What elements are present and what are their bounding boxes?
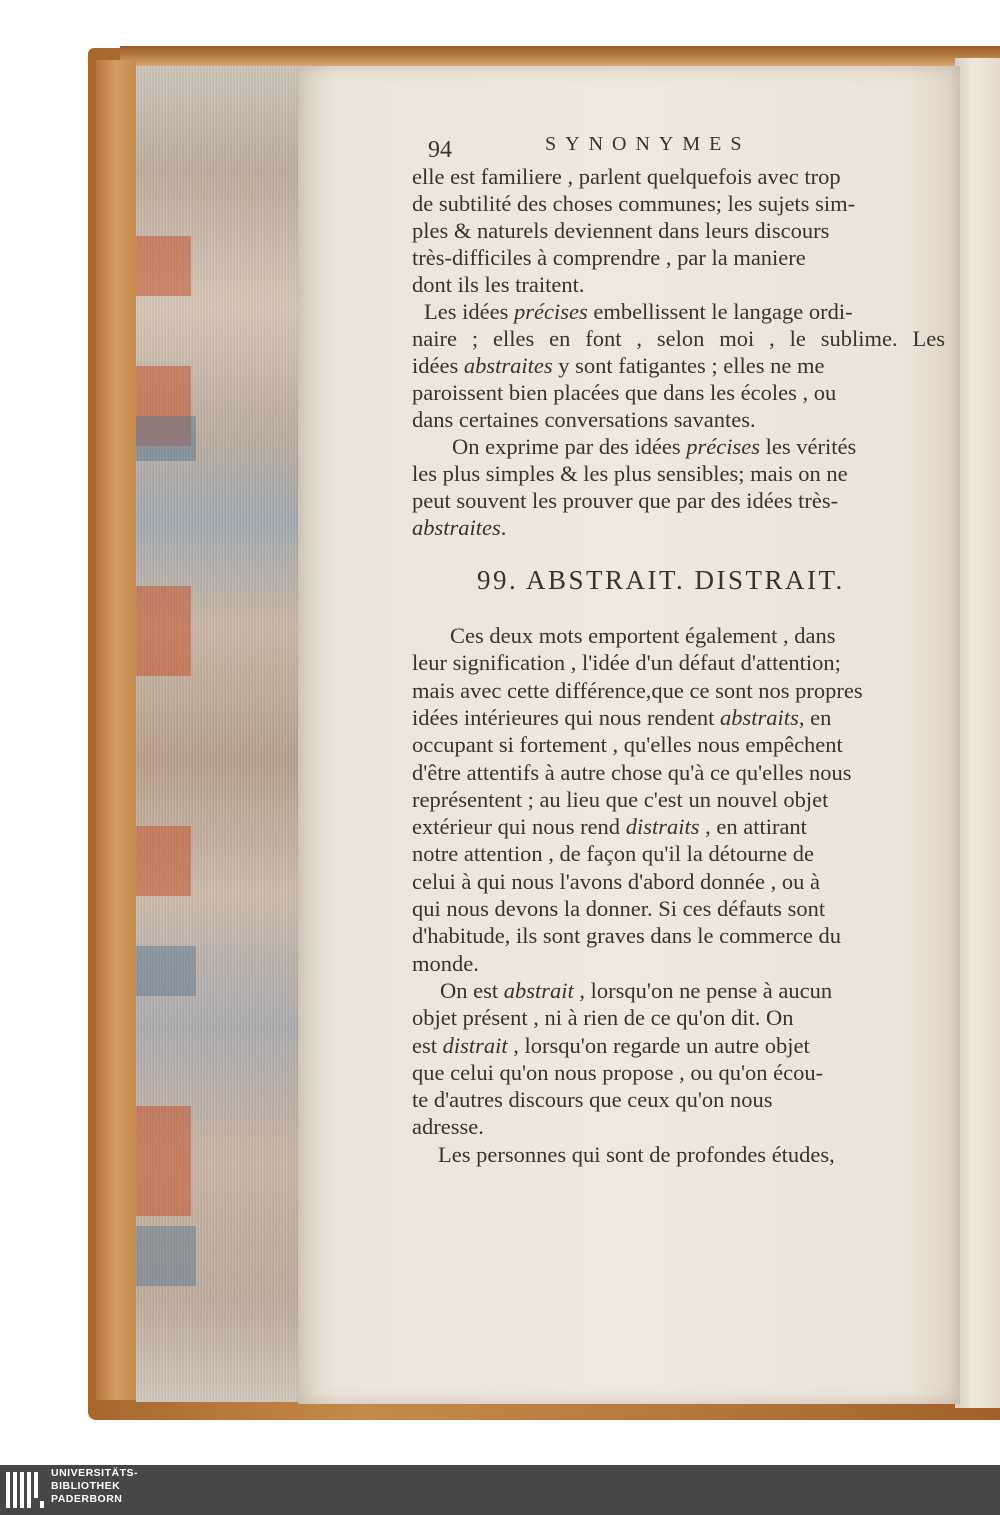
text-line <box>412 1116 484 1139</box>
text-line <box>412 898 825 921</box>
text-run: mais avec cette différence,que ce sont nos propres <box>412 677 863 703</box>
text-run: Ces deux mots emportent également , dans <box>450 623 836 648</box>
text-run: les vérités <box>760 434 857 459</box>
text-line <box>412 652 841 675</box>
text-run: idées intérieures qui nous rendent <box>412 704 721 730</box>
text-line <box>412 463 848 486</box>
text-line <box>412 1059 824 1085</box>
text-line <box>412 704 832 730</box>
text-run: peut souvent les prouver que par des idées très- <box>412 488 839 513</box>
text-line <box>412 220 829 243</box>
page-number: 94 <box>428 137 452 163</box>
italic-term: distraits <box>625 814 700 840</box>
cover-top-edge <box>120 46 1000 68</box>
text-run: , lorsqu'on ne pense à aucun <box>573 977 833 1003</box>
text-line <box>412 517 506 540</box>
text-line <box>412 355 824 378</box>
text-line <box>452 436 856 459</box>
text-run: elle est familiere , parlent quelquefois avec trop <box>412 164 841 189</box>
text-run: les plus simples & les plus sensibles; mais on ne <box>412 461 848 486</box>
italic-term: abstraits <box>720 704 799 730</box>
text-run: Les personnes qui sont de profondes études, <box>438 1141 835 1167</box>
text-run: , en attirant <box>699 814 807 840</box>
text-run: dans certaines conversations savantes. <box>412 407 756 432</box>
page-block-edge <box>136 66 300 1402</box>
text-run: celui à qui nous l'avons d'abord donnée , ou à <box>412 868 821 894</box>
text-run: idées <box>412 353 464 378</box>
text-run: On exprime par des idées <box>452 434 687 459</box>
text-run: y sont fatigantes ; elles ne me <box>552 353 825 378</box>
text-run: représentent ; au lieu que c'est un nouvel objet <box>412 786 829 812</box>
text-run: paroissent bien placées que dans les écoles , ou <box>412 380 837 405</box>
text-run: , en <box>798 704 832 730</box>
text-line <box>412 382 836 405</box>
text-run: , lorsqu'on regarde un autre objet <box>507 1032 810 1058</box>
text-line <box>424 301 853 324</box>
text-run: ples & naturels deviennent dans leurs discours <box>412 218 830 243</box>
text-line <box>440 977 833 1003</box>
text-line <box>450 625 836 648</box>
text-run: dont ils les traitent. <box>412 272 585 297</box>
text-run: est <box>412 1032 443 1058</box>
text-line <box>412 759 852 785</box>
text-line <box>412 1089 773 1112</box>
text-line <box>412 247 806 270</box>
italic-term: précises <box>513 299 588 324</box>
text-run: leur signification , l'idée d'un défaut d'attention; <box>412 650 841 676</box>
text-run: On est <box>440 977 504 1003</box>
text-run: très-difficiles à comprendre , par la maniere <box>412 245 806 270</box>
text-run: te d'autres discours que ceux qu'on nous <box>412 1087 773 1113</box>
text-run: occupant si fortement , qu'elles nous empêchent <box>412 732 843 758</box>
text-run: d'être attentifs à autre chose qu'à ce qu'elles nous <box>412 759 852 785</box>
text-run: notre attention , de façon qu'il la détourne de <box>412 841 815 867</box>
text-run: qui nous devons la donner. Si ces défauts sont <box>412 896 826 921</box>
text-line <box>412 950 479 976</box>
text-run: objet présent , ni à rien de ce qu'on dit. On <box>412 1005 794 1031</box>
text-line <box>412 409 756 432</box>
italic-term: abstraites <box>463 353 553 378</box>
text-run: adresse. <box>412 1114 484 1140</box>
text-run: naire ; elles en font , selon moi , le sublime. Les <box>412 326 945 351</box>
text-run: monde. <box>412 950 479 976</box>
text-line <box>412 816 807 839</box>
library-logo-icon <box>6 1472 46 1508</box>
text-run: embellissent le langage ordi- <box>587 299 853 324</box>
text-line <box>412 868 821 894</box>
text-line <box>412 843 814 866</box>
text-line <box>412 677 863 703</box>
library-name-line3: PADERBORN <box>51 1493 123 1505</box>
text-run: . <box>500 515 507 540</box>
italic-term: abstrait <box>503 977 574 1003</box>
section-heading: 99. ABSTRAIT. DISTRAIT. <box>477 565 845 595</box>
italic-term: distrait <box>442 1032 508 1058</box>
text-line <box>412 193 855 216</box>
text-run: extérieur qui nous rend <box>412 814 626 840</box>
cover-spine-edge <box>96 60 136 1400</box>
text-line <box>412 1032 810 1058</box>
text-line <box>412 925 841 948</box>
italic-term: abstraites <box>412 515 501 540</box>
text-line <box>412 274 584 297</box>
library-name-line2: BIBLIOTHEK <box>51 1480 121 1492</box>
text-line <box>412 734 843 757</box>
text-run: Les idées <box>424 299 514 324</box>
text-run: de subtilité des choses communes; les sujets sim- <box>412 191 856 216</box>
text-line <box>412 328 945 351</box>
footer-bar <box>0 1465 1000 1515</box>
text-run: d'habitude, ils sont graves dans le commerce du <box>412 923 841 949</box>
text-run: que celui qu'on nous propose , ou qu'on écou- <box>412 1059 824 1085</box>
text-line <box>412 166 841 189</box>
text-line <box>412 786 829 812</box>
running-title: SYNONYMES <box>545 133 751 155</box>
text-line <box>412 490 838 513</box>
italic-term: précises <box>686 434 761 459</box>
text-line <box>438 1141 835 1167</box>
facing-page-edge <box>955 58 1000 1408</box>
text-line <box>412 1007 793 1030</box>
library-name-line1: UNIVERSITÄTS- <box>51 1467 139 1479</box>
